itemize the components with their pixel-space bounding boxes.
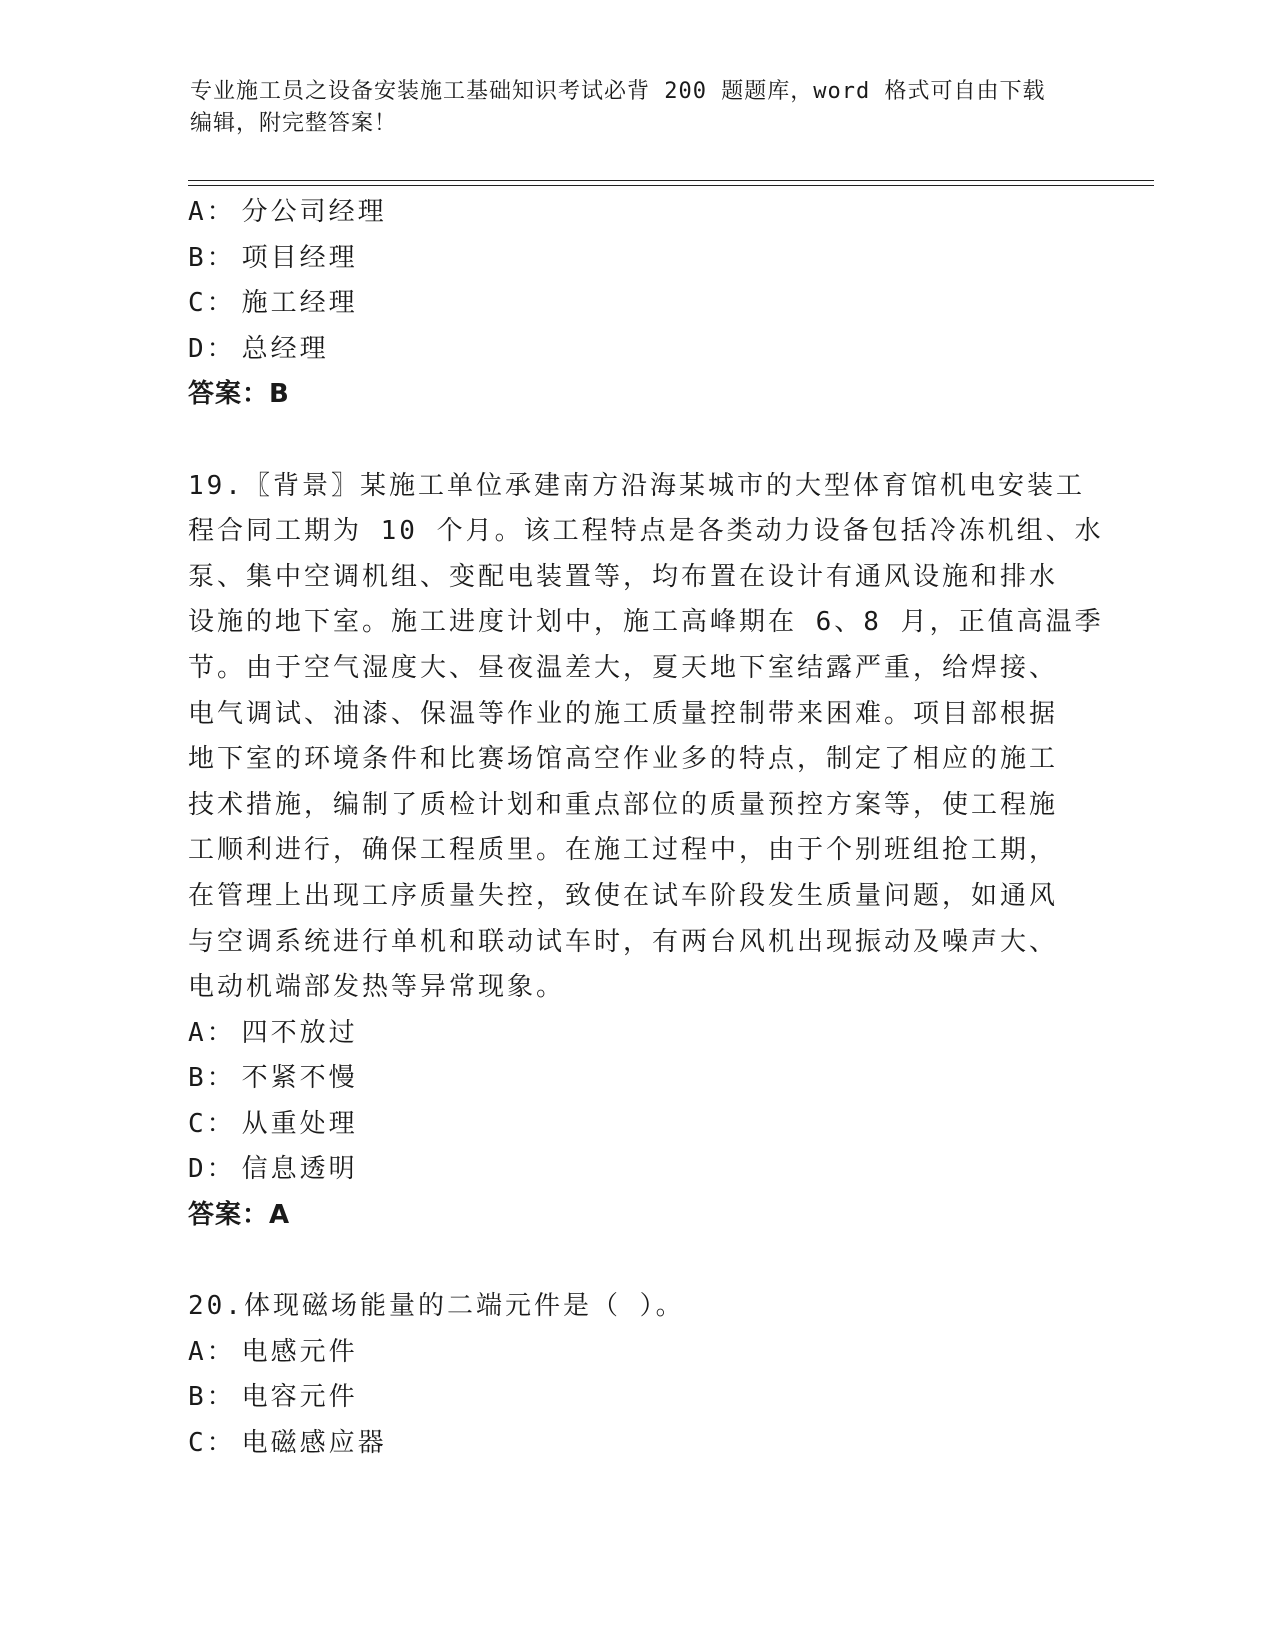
- option-text: 总经理: [241, 333, 329, 364]
- document-header: [190, 76, 1090, 140]
- option-text: 信息透明: [241, 1154, 358, 1185]
- option-c: [188, 281, 1088, 327]
- option-key: B：: [188, 1382, 236, 1413]
- question-stem-line: 在管理上出现工序质量失控，致使在试车阶段发生质量问题，如通风: [188, 880, 1059, 911]
- option-key: B：: [188, 1063, 236, 1094]
- answer-line: 答案：A: [188, 1200, 291, 1231]
- option-text: 不紧不慢: [241, 1063, 358, 1094]
- question-stem-line: 20.体现磁场能量的二端元件是（ ）。: [188, 1291, 685, 1322]
- question-stem-line: 工顺利进行，确保工程质里。在施工过程中，由于个别班组抢工期，: [188, 835, 1059, 866]
- question-stem-line: 与空调系统进行单机和联动试车时，有两台风机出现振动及噪声大、: [188, 926, 1059, 957]
- question-stem-line: 技术措施，编制了质检计划和重点部位的质量预控方案等，使工程施: [188, 789, 1059, 820]
- option-key: A：: [188, 197, 236, 227]
- option-d: [188, 327, 1088, 373]
- option-c: [188, 1421, 1088, 1467]
- option-key: C：: [188, 288, 236, 319]
- question-stem-line: 设施的地下室。施工进度计划中，施工高峰期在 6、8 月，正值高温季: [188, 607, 1104, 638]
- question-18: [188, 190, 1088, 418]
- option-key: C：: [188, 1108, 236, 1139]
- question-stem-line: 程合同工期为 10 个月。该工程特点是各类动力设备包括冷冻机组、水: [188, 516, 1104, 547]
- question-stem-line: 节。由于空气湿度大、昼夜温差大，夏天地下室结露严重，给焊接、: [188, 652, 1059, 683]
- option-text: 四不放过: [241, 1017, 358, 1048]
- option-a: [188, 1011, 1088, 1057]
- header-rule-top: [188, 180, 1154, 181]
- option-key: A：: [188, 1336, 236, 1367]
- question-stem-line: 泵、集中空调机组、变配电装置等，均布置在设计有通风设施和排水: [188, 561, 1059, 592]
- document-body: [188, 190, 1104, 1467]
- question-19: [188, 464, 1104, 1239]
- option-key: D：: [188, 333, 236, 364]
- blank-spacer: [188, 418, 1088, 464]
- option-c: [188, 1102, 1088, 1148]
- option-text: 电感元件: [241, 1336, 358, 1367]
- option-key: D：: [188, 1154, 236, 1185]
- question-20: [188, 1284, 1088, 1466]
- option-text: 电容元件: [241, 1382, 358, 1413]
- header-line-2: 编辑，附完整答案！: [190, 111, 398, 136]
- header-rule-bottom: [188, 185, 1154, 186]
- option-text: 项目经理: [241, 242, 358, 273]
- option-d: [188, 1147, 1088, 1193]
- option-text: 电磁感应器: [241, 1428, 387, 1459]
- option-b: [188, 1056, 1088, 1102]
- option-b: [188, 236, 1088, 282]
- question-stem-line: 电气调试、油漆、保温等作业的施工质量控制带来困难。项目部根据: [188, 698, 1059, 729]
- option-text: 从重处理: [241, 1108, 358, 1139]
- option-key: A：: [188, 1017, 236, 1048]
- question-stem-line: 地下室的环境条件和比赛场馆高空作业多的特点，制定了相应的施工: [188, 744, 1059, 775]
- question-stem-line: 电动机端部发热等异常现象。: [188, 972, 566, 1003]
- option-text: 施工经理: [241, 288, 358, 319]
- blank-spacer: [188, 1239, 1088, 1285]
- header-line-1: 专业施工员之设备安装施工基础知识考试必背 200 题题库，word 格式可自由下载: [190, 79, 1046, 104]
- option-text: 分公司经理: [241, 197, 387, 227]
- option-b: [188, 1375, 1088, 1421]
- answer-line: 答案：B: [188, 379, 290, 410]
- question-stem-line: 19.〖背景〗某施工单位承建南方沿海某城市的大型体育馆机电安装工: [188, 470, 1085, 501]
- option-a: [188, 190, 1088, 236]
- option-key: B：: [188, 242, 236, 273]
- option-a: [188, 1330, 1088, 1376]
- option-key: C：: [188, 1428, 236, 1459]
